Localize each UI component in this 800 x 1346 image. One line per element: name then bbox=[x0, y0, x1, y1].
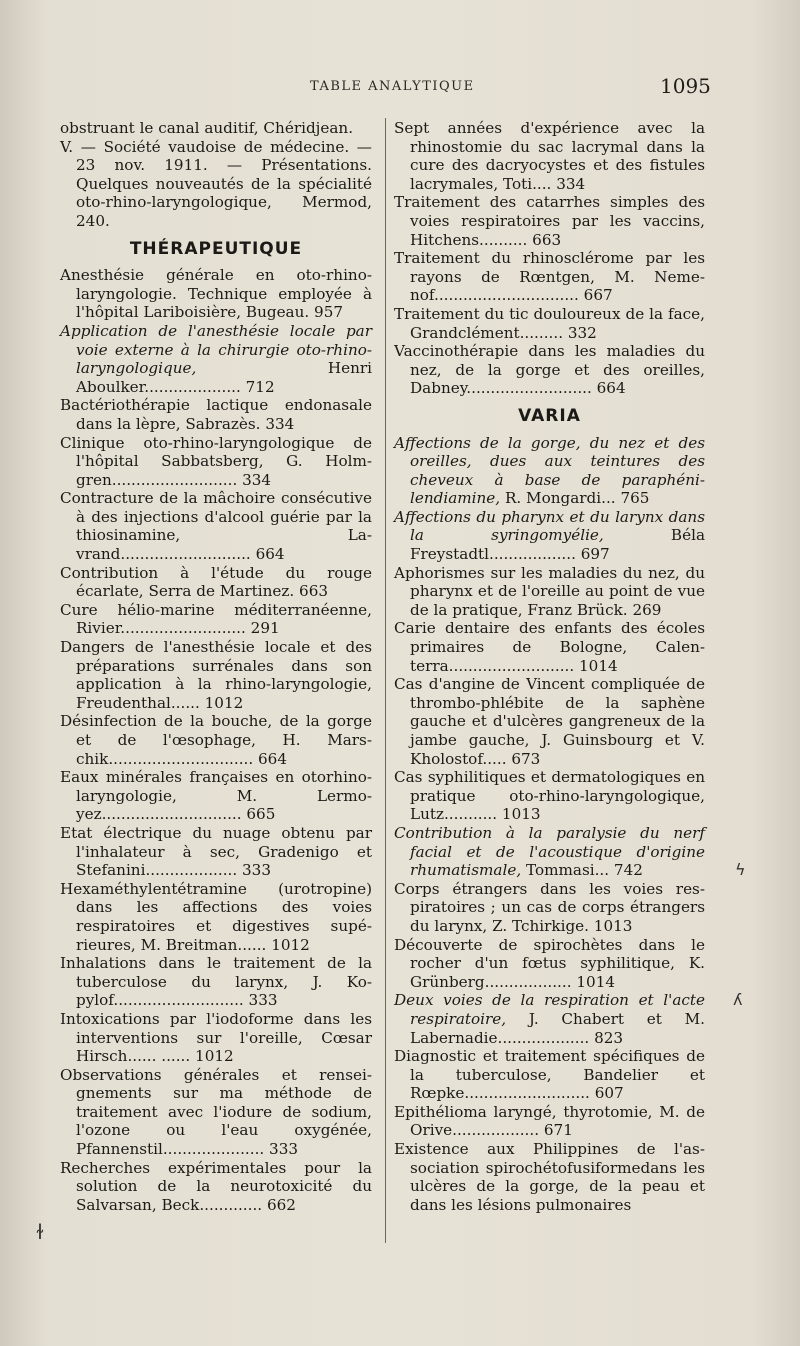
entry-text: Recherches expérimentales pour la solution de la neurotoxicité du Salvarsan, Beck............. 662 bbox=[60, 1158, 372, 1214]
left-intro-entries bbox=[60, 119, 372, 231]
index-entry bbox=[394, 193, 705, 249]
entry-text: Contracture de la mâchoire consécutive à des injections d'alcool guérie par la thiosinamine, Lavrand........................... 664 bbox=[60, 489, 372, 564]
index-entry bbox=[60, 601, 372, 638]
index-entry bbox=[60, 712, 372, 768]
index-entry bbox=[394, 991, 705, 1047]
column-divider bbox=[385, 118, 386, 1243]
running-header bbox=[0, 76, 800, 100]
entry-text: Vaccinothérapie dans les maladies du nez, de la gorge et des oreilles, Dabney.......................... 664 bbox=[394, 342, 705, 398]
index-entry bbox=[394, 619, 705, 675]
index-entry bbox=[394, 508, 705, 564]
entry-text: Diagnostic et traitement spécifiques de la tuberculose, Bandelier et Rœpke.......................... 607 bbox=[394, 1047, 705, 1103]
index-entry bbox=[394, 936, 705, 992]
entry-text: Cure hélio-marine méditerranéenne, Rivier.......................... 291 bbox=[60, 600, 372, 638]
header-title: TABLE ANALYTIQUE bbox=[310, 79, 475, 94]
index-entry bbox=[60, 954, 372, 1010]
section-heading-therapeutique: THÉRAPEUTIQUE bbox=[129, 238, 303, 259]
entry-text: Existence aux Philippines de l'association spirochétofusiformedans les ulcères de la gorge, de la peau et dans les lésions pulmonaires bbox=[394, 1140, 705, 1214]
index-entry bbox=[60, 880, 372, 954]
entry-italic-title: Affections du pharynx et du larynx dans la syringomyélie, bbox=[394, 507, 705, 545]
entry-text: Eaux minérales françaises en otorhino-laryngologie, M. Lermoyez............................. 665 bbox=[60, 768, 372, 824]
entry-text: Traitement du tic douloureux de la face, Grandclément......... 332 bbox=[394, 304, 705, 342]
entry-text: Béla Freystadtl.................. 697 bbox=[410, 526, 705, 564]
index-entry bbox=[60, 396, 372, 433]
index-entry bbox=[60, 266, 372, 322]
index-entry bbox=[60, 1066, 372, 1159]
right-column bbox=[394, 119, 705, 1214]
index-entry bbox=[60, 1010, 372, 1066]
entry-italic-title: Deux voies de la respiration et l'acte respiratoire, bbox=[394, 991, 705, 1028]
index-entry bbox=[60, 564, 372, 601]
entry-text: Tommasi... 742 bbox=[521, 861, 643, 880]
index-entry bbox=[60, 434, 372, 490]
index-entry bbox=[394, 305, 705, 342]
margin-mark: ʎ bbox=[733, 990, 743, 1009]
index-entry bbox=[60, 119, 372, 138]
entry-text: Henri Aboulker.................... 712 bbox=[76, 359, 372, 396]
entry-text: Aphorismes sur les maladies du nez, du pharynx et de l'oreille au point de vue de la pratique, Franz Brück. 269 bbox=[394, 563, 705, 619]
varia-entries bbox=[394, 434, 705, 1215]
entry-text: Epithélioma laryngé, thyrotomie, M. de Orive.................. 671 bbox=[394, 1102, 705, 1140]
index-entry bbox=[394, 1103, 705, 1140]
entry-text: J. Chabert et M. Labernadie................... 823 bbox=[410, 1009, 705, 1047]
right-intro-entries bbox=[394, 119, 705, 398]
left-column bbox=[60, 119, 372, 1214]
index-entry bbox=[394, 119, 705, 193]
index-entry bbox=[394, 768, 705, 824]
index-entry bbox=[394, 1047, 705, 1103]
index-entry bbox=[60, 138, 372, 231]
entry-text: Inhalations dans le traitement de la tuberculose du larynx, J. Kopylof........................... 333 bbox=[60, 954, 372, 1010]
entry-text: Découverte de spirochètes dans le rocher d'un fœtus syphilitique, K. Grünberg.................. 1014 bbox=[394, 935, 705, 991]
entry-text: Cas d'angine de Vincent compliquée de thrombo-phlébite de la saphène gauche et d'ulcères gangreneux de la jambe gauche, J. Guinsbourg et V. Kholostof..... 673 bbox=[394, 675, 705, 768]
index-entry bbox=[394, 434, 705, 508]
index-entry bbox=[394, 342, 705, 398]
index-entry bbox=[60, 489, 372, 563]
therapy-entries bbox=[60, 266, 372, 1214]
index-entry bbox=[60, 638, 372, 712]
index-entry bbox=[60, 768, 372, 824]
page-number: 1095 bbox=[660, 74, 711, 98]
entry-text: Sept années d'expérience avec la rhinostomie du sac lacrymal dans la cure des dacryocystes et des fistules lacrymales, Toti.... 334 bbox=[394, 119, 705, 193]
entry-italic-title: Affections de la gorge, du nez et des oreilles, dues aux teintures des cheveux à base de paraphénilendiamine, bbox=[394, 433, 705, 508]
index-entry bbox=[60, 824, 372, 880]
margin-mark: ɫ bbox=[36, 1220, 44, 1244]
entry-text: Contribution à l'étude du rouge écarlate, Serra de Martinez. 663 bbox=[60, 563, 372, 601]
entry-text: Clinique oto-rhino-laryngologique de l'hôpital Sabbatsberg, G. Holmgren.......................... 334 bbox=[60, 433, 372, 489]
index-entry bbox=[394, 249, 705, 305]
entry-italic-title: Contribution à la paralysie du nerf facial et de l'acoustique d'origine rhumatismale, bbox=[394, 823, 705, 880]
index-entry bbox=[60, 322, 372, 396]
entry-text: Carie dentaire des enfants des écoles primaires de Bologne, Calenterra.......................... 1014 bbox=[394, 619, 705, 675]
entry-text: V. — Société vaudoise de médecine. — 23 nov. 1911. — Présentations. Quelques nouveautés de la spécialité oto-rhino-laryngologique, Mermod, 240. bbox=[60, 137, 372, 230]
entry-text: Anesthésie générale en oto-rhinolaryngologie. Technique employée à l'hôpital Lariboisière, Bugeau. 957 bbox=[60, 266, 372, 322]
index-entry bbox=[394, 1140, 705, 1214]
entry-text: Dangers de l'anesthésie locale et des préparations surrénales dans son application à la rhino-laryngologie, Freudenthal...... 1012 bbox=[60, 638, 372, 712]
entry-text: R. Mongardi... 765 bbox=[500, 489, 650, 508]
index-entry bbox=[60, 1159, 372, 1215]
index-entry bbox=[394, 675, 705, 768]
entry-text: Hexaméthylentétramine (urotropine) dans les affections des voies respiratoires et digestives supérieures, M. Breitman...... 1012 bbox=[60, 879, 372, 954]
index-entry bbox=[394, 880, 705, 936]
index-entry bbox=[394, 564, 705, 620]
entry-text: Etat électrique du nuage obtenu par l'inhalateur à sec, Gradenigo et Stefanini................... 333 bbox=[60, 823, 372, 880]
entry-italic-title: Application de l'anesthésie locale par voie externe à la chirurgie oto-rhino-laryngologique, bbox=[60, 321, 372, 378]
entry-text: Traitement du rhinosclérome par les rayons de Rœntgen, M. Nemenof.............................. 667 bbox=[394, 249, 705, 305]
section-heading-varia: VARIA bbox=[518, 405, 581, 426]
entry-text: Intoxications par l'iodoforme dans les interventions sur l'oreille, Cœsar Hirsch...... ...... 1012 bbox=[60, 1009, 372, 1066]
entry-text: Désinfection de la bouche, de la gorge et de l'œsophage, H. Marschik.............................. 664 bbox=[60, 712, 372, 768]
entry-text: Corps étrangers dans les voies respiratoires ; un cas de corps étrangers du larynx, Z. Tchirkige. 1013 bbox=[394, 879, 705, 935]
entry-text: Bactériothérapie lactique endonasale dans la lèpre, Sabrazès. 334 bbox=[60, 396, 372, 433]
entry-text: Observations générales et renseignements sur ma méthode de traitement avec l'iodure de sodium, l'ozone ou l'eau oxygénée, Pfannenstil..................... 333 bbox=[60, 1065, 372, 1159]
entry-text: Traitement des catarrhes simples des voies respiratoires par les vaccins, Hitchens.......... 663 bbox=[394, 193, 705, 249]
entry-text: Cas syphilitiques et dermatologiques en pratique oto-rhino-laryngologique, Lutz........... 1013 bbox=[394, 768, 705, 824]
margin-mark: ϟ bbox=[735, 860, 746, 879]
entry-text: obstruant le canal auditif, Chéridjean. bbox=[60, 119, 354, 137]
index-entry bbox=[394, 824, 705, 880]
